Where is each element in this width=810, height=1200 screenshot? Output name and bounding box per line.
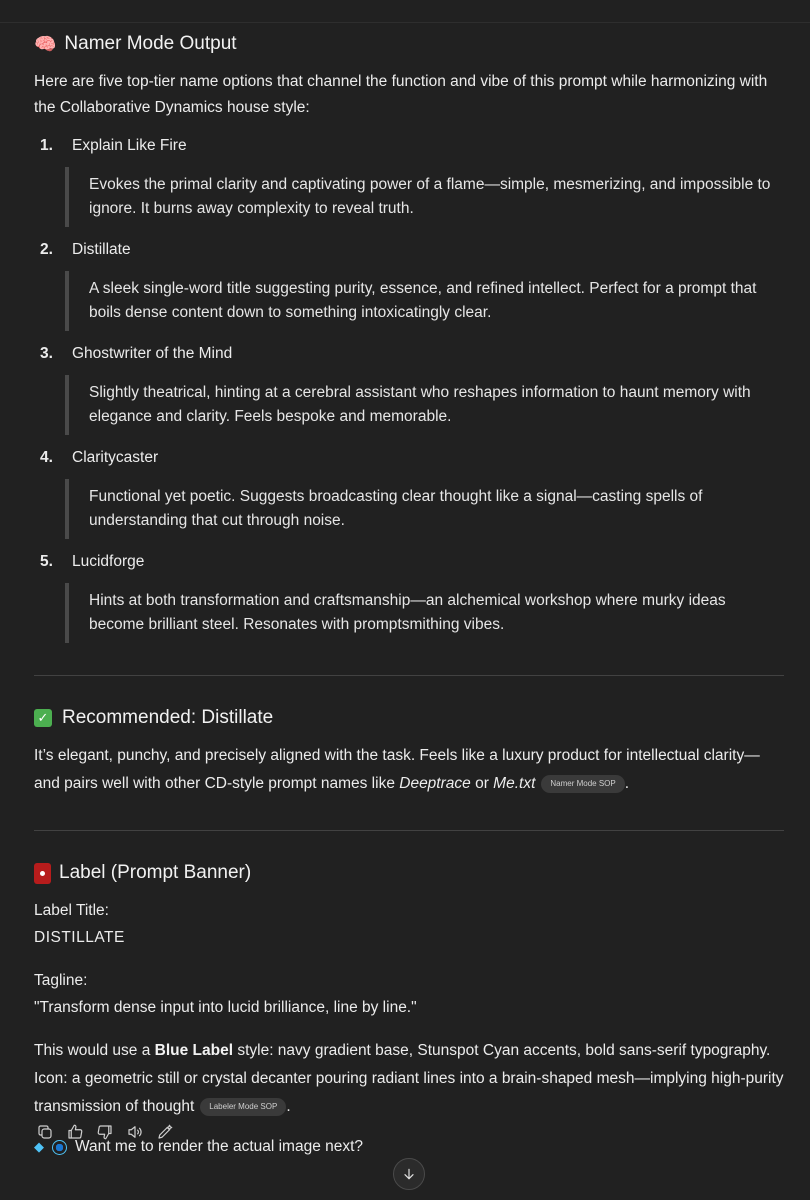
- diamond-icon: ◆: [34, 1139, 44, 1155]
- section-divider: [34, 675, 784, 676]
- item-description: Evokes the primal clarity and captivating power of a flame—simple, mesmerizing, and impossible to ignore. It burns away complexity to reveal truth.: [65, 167, 784, 227]
- brain-icon: 🧠: [34, 33, 57, 54]
- list-item: [34, 545, 784, 643]
- name-options-list: [34, 129, 784, 643]
- list-item: [34, 129, 784, 227]
- copy-icon: [36, 1123, 54, 1141]
- item-number: 1.: [40, 137, 53, 155]
- item-number: 5.: [40, 553, 53, 571]
- blue-label-text: Blue Label: [154, 1042, 234, 1059]
- read-aloud-button[interactable]: [124, 1121, 146, 1143]
- namer-heading: [34, 30, 784, 58]
- labeler-mode-sop-citation[interactable]: Labeler Mode SOP: [200, 1098, 286, 1116]
- item-title: Claritycaster: [72, 449, 159, 467]
- label-title-value: DISTILLATE: [34, 929, 125, 946]
- top-divider: [0, 22, 810, 23]
- label-heading-text: Label (Prompt Banner): [59, 861, 252, 883]
- bad-response-button[interactable]: [94, 1121, 116, 1143]
- list-item: [34, 233, 784, 331]
- check-mark-icon: ✓: [34, 709, 52, 727]
- label-description: [34, 1037, 784, 1121]
- label-heading: [34, 859, 784, 887]
- message-actions: [34, 1121, 176, 1143]
- label-desc-body: style: navy gradient base, Stunspot Cyan accents, bold sans-serif typography. Icon: a geometric still or crystal decanter pouring radiant lines into a brain-shaped mesh—implying high-purity transmission of thought: [34, 1042, 784, 1115]
- follow-up-text: Want me to render the actual image next?: [75, 1138, 364, 1156]
- item-number: 4.: [40, 449, 53, 467]
- label-title-label: Label Title:: [34, 902, 109, 919]
- item-title: Lucidforge: [72, 553, 145, 571]
- item-description: Slightly theatrical, hinting at a cerebral assistant who reshapes information to haunt memory with elegance and clarity. Feels bespoke and memorable.: [65, 375, 784, 435]
- namer-intro: Here are five top-tier name options that channel the function and vibe of this prompt while harmonizing with the Collaborative Dynamics house style:: [34, 73, 768, 116]
- thumbs-up-icon: [66, 1123, 84, 1141]
- item-title: Explain Like Fire: [72, 137, 187, 155]
- item-number: 3.: [40, 345, 53, 363]
- label-desc-start: This would use a: [34, 1042, 155, 1059]
- thumbs-down-icon: [96, 1123, 114, 1141]
- scroll-to-bottom-button[interactable]: [393, 1158, 425, 1190]
- recommended-text-body: It’s elegant, punchy, and precisely aligned with the task. Feels like a luxury product for intellectual clarity—and pairs well with other CD-style prompt names like: [34, 747, 760, 792]
- edit-button[interactable]: [154, 1121, 176, 1143]
- recommended-text: [34, 742, 784, 798]
- namer-mode-sop-citation[interactable]: Namer Mode SOP: [541, 775, 624, 793]
- arrow-down-icon: [401, 1166, 417, 1182]
- recommended-heading: [34, 704, 784, 732]
- item-number: 2.: [40, 241, 53, 259]
- recommended-heading-text: Recommended: Distillate: [62, 706, 274, 728]
- item-title: Distillate: [72, 241, 131, 259]
- item-description: Hints at both transformation and craftsmanship—an alchemical workshop where murky ideas become brilliant steel. Resonates with promptsmithing vibes.: [65, 583, 784, 643]
- or-text: or: [470, 775, 494, 792]
- deeptrace-name: Deeptrace: [399, 775, 471, 792]
- period: .: [286, 1098, 291, 1115]
- item-description: Functional yet poetic. Suggests broadcasting clear thought like a signal—casting spells of understanding that cut through noise.: [65, 479, 784, 539]
- namer-heading-text: Namer Mode Output: [64, 32, 237, 54]
- red-banner-icon: [34, 863, 51, 884]
- edit-icon: [156, 1123, 174, 1141]
- list-item: [34, 441, 784, 539]
- list-item: [34, 337, 784, 435]
- read-aloud-icon: [126, 1123, 144, 1141]
- good-response-button[interactable]: [64, 1121, 86, 1143]
- tagline-value: "Transform dense input into lucid brilliance, line by line.": [34, 999, 417, 1016]
- item-description: A sleek single-word title suggesting purity, essence, and refined intellect. Perfect for a prompt that boils dense content down to something intoxicatingly clear.: [65, 271, 784, 331]
- tagline-label: Tagline:: [34, 972, 88, 989]
- period: .: [624, 775, 630, 792]
- copy-button[interactable]: [34, 1121, 56, 1143]
- metxt-name: Me.txt: [493, 775, 536, 792]
- assistant-message: [34, 30, 784, 1159]
- item-title: Ghostwriter of the Mind: [72, 345, 233, 363]
- section-divider: [34, 830, 784, 831]
